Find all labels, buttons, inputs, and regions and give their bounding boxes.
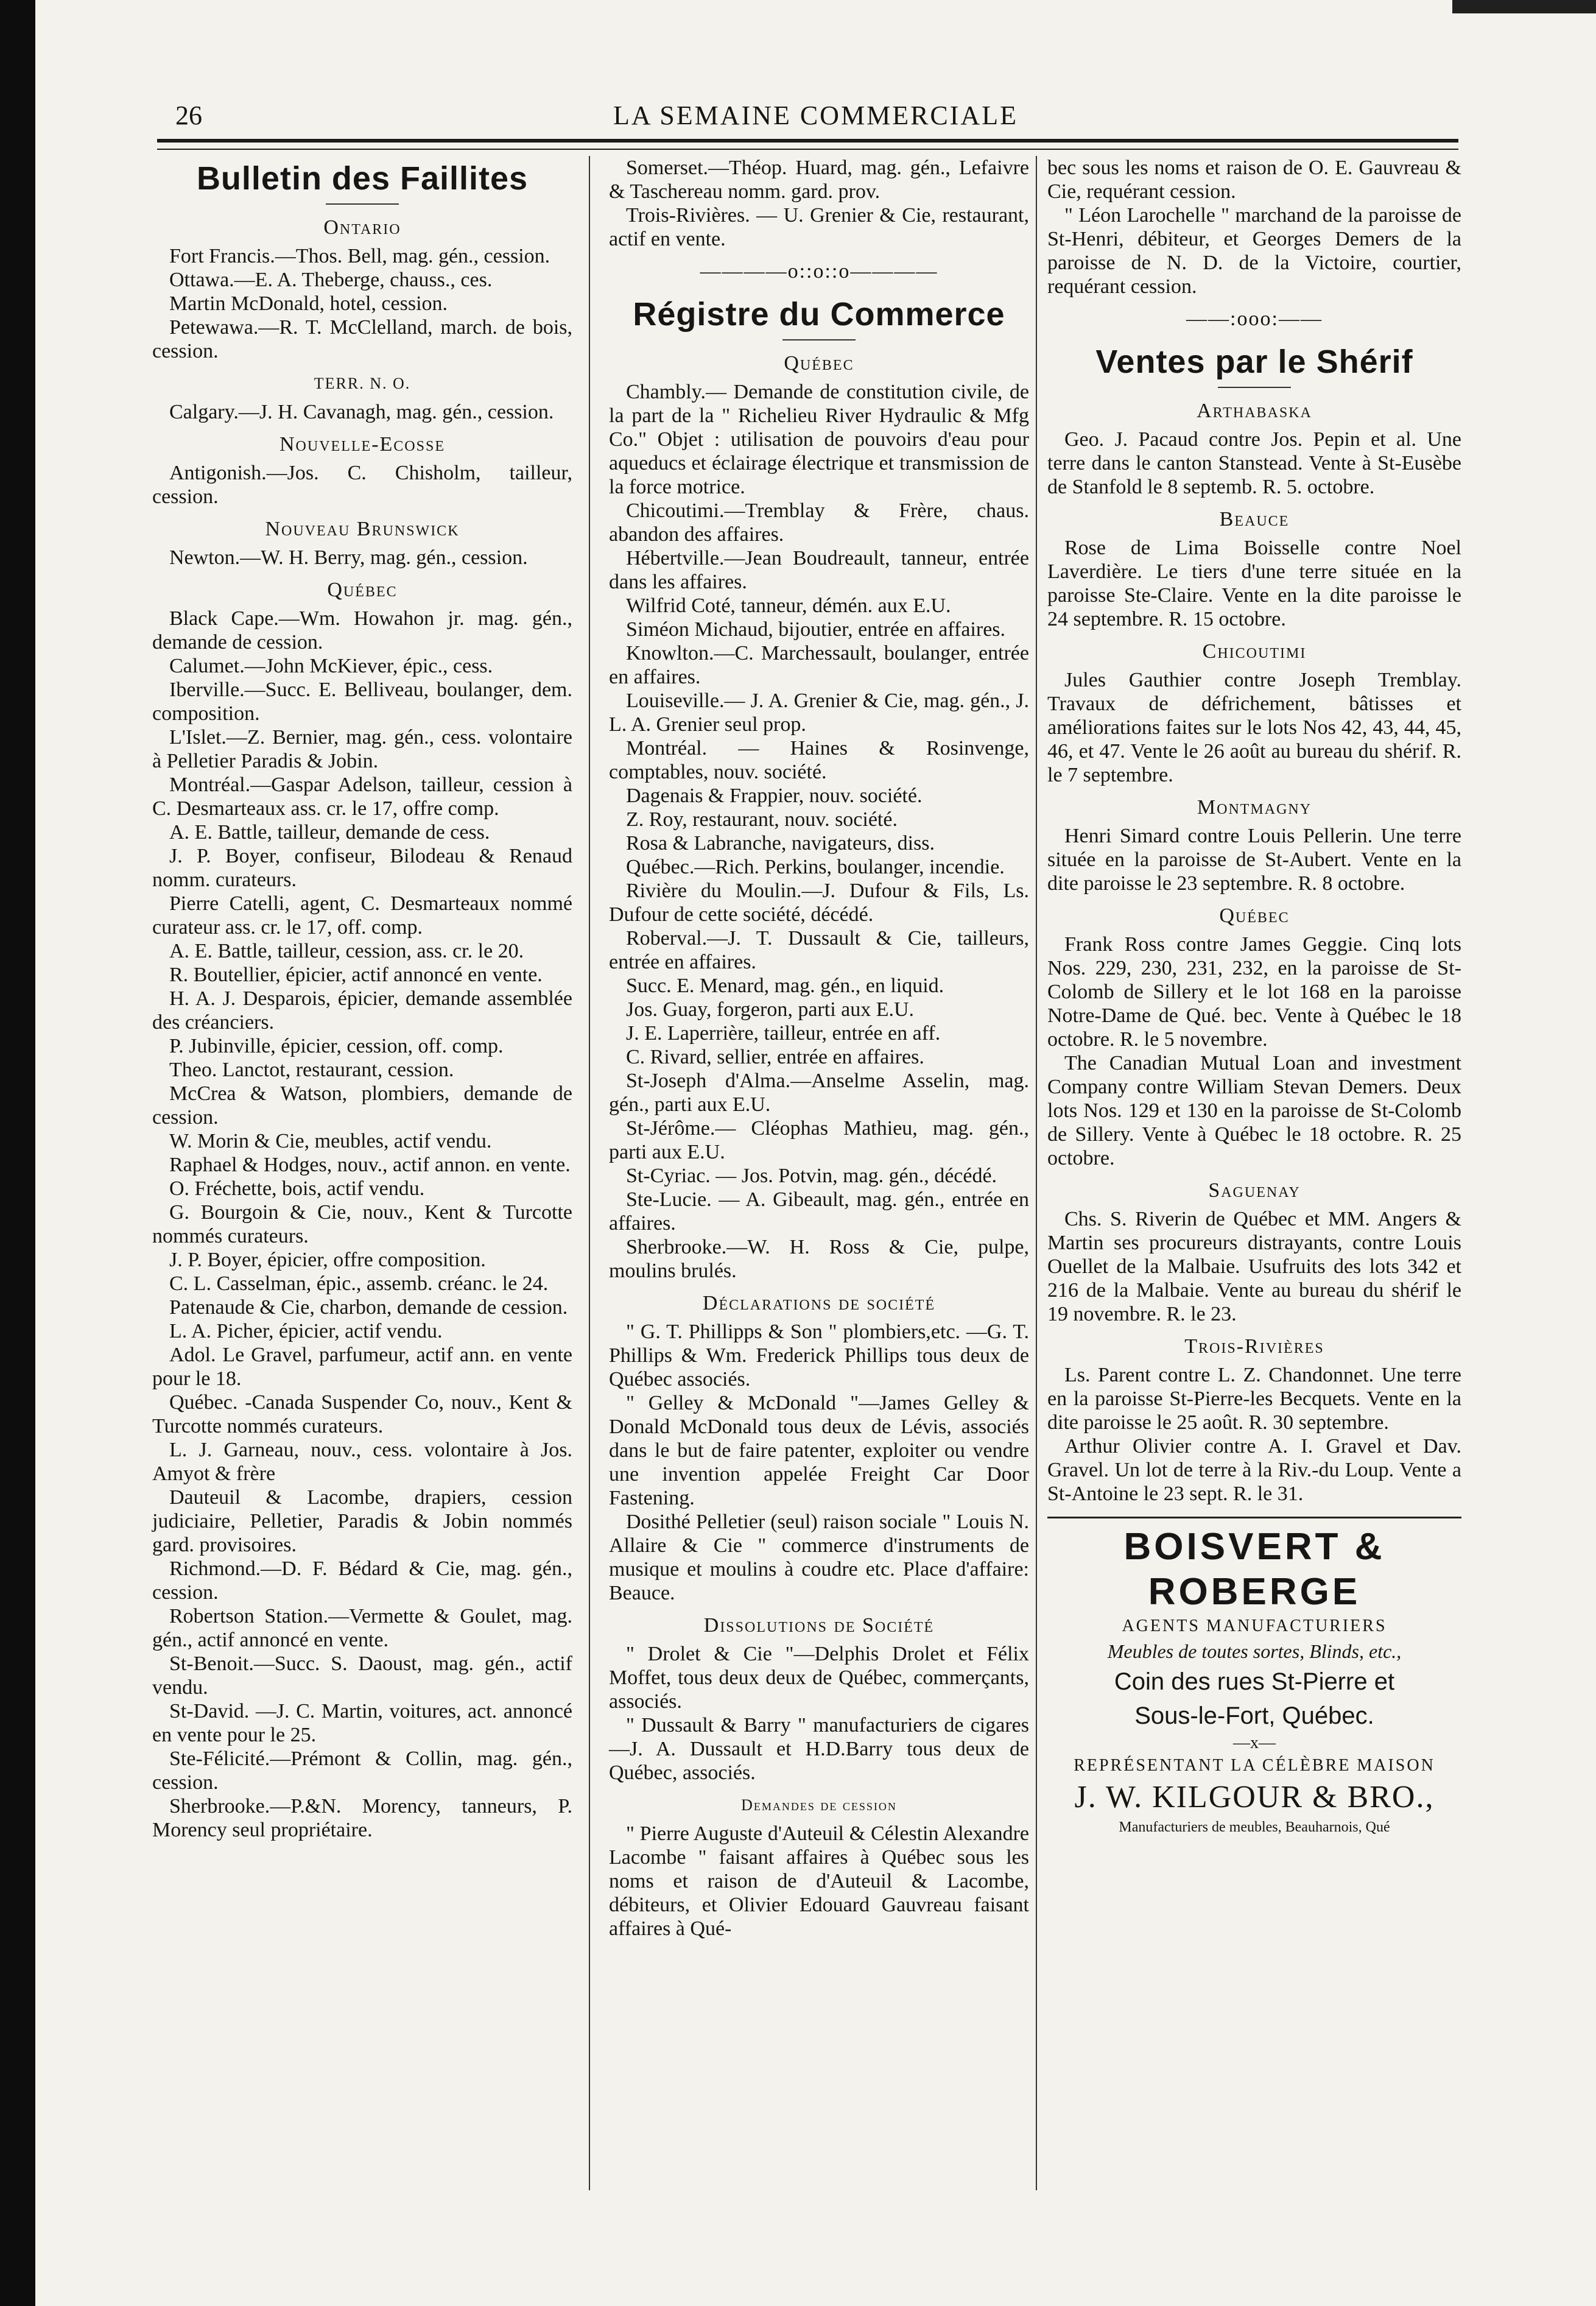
locality-heading: Beauce	[1219, 508, 1290, 531]
entry-paragraph: Rosa & Labranche, navigateurs, diss.	[626, 832, 935, 855]
section-title: Régistre du Commerce	[633, 296, 1005, 333]
entry-paragraph: Chambly.— Demande de constitution civile, de la part de la " Richelieu River Hydraulic & Mfg Co." Objet : utilisation de pouvoirs d'eau pour aqueducs et éclairage électrique et transmission de la force motrice.	[609, 381, 1029, 498]
entry-paragraph: H. A. J. Desparois, épicier, demande assemblée des créanciers.	[152, 987, 572, 1034]
section-title: Bulletin des Faillites	[196, 160, 529, 197]
ad-title: BOISVERT & ROBERGE	[1123, 1526, 1385, 1613]
entry-paragraph: St-David. —J. C. Martin, voitures, act. annoncé en vente pour le 25.	[152, 1700, 572, 1746]
ad-address-line: Coin des rues St-Pierre et	[1114, 1668, 1395, 1695]
locality-heading: Québec	[1219, 904, 1290, 927]
entry-paragraph: St-Cyriac. — Jos. Potvin, mag. gén., décédé.	[626, 1165, 997, 1187]
locality-heading: Chicoutimi	[1202, 640, 1307, 663]
page-number: 26	[175, 100, 202, 130]
entry-paragraph: St-Benoit.—Succ. S. Daoust, mag. gén., actif vendu.	[152, 1652, 572, 1699]
entry-paragraph: Antigonish.—Jos. C. Chisholm, tailleur, cession.	[152, 462, 572, 508]
locality-heading: Trois-Rivières	[1184, 1335, 1324, 1358]
ad-address-line: Sous-le-Fort, Québec.	[1134, 1702, 1374, 1729]
entry-paragraph: " Léon Larochelle " marchand de la paroisse de St-Henri, débiteur, et Georges Demers de la paroisse de N. D. de la Victoire, courtier, requérant cession.	[1047, 204, 1461, 298]
entry-paragraph: Dosithé Pelletier (seul) raison sociale " Louis N. Allaire & Cie " commerce d'instruments de musique et moulins à coudre etc. Place d'affaire: Beauce.	[609, 1511, 1029, 1604]
entry-paragraph: Petewawa.—R. T. McClelland, march. de bois, cession.	[152, 316, 572, 362]
entry-paragraph: O. Fréchette, bois, actif vendu.	[169, 1177, 425, 1200]
entry-paragraph: St-Jérôme.— Cléophas Mathieu, mag. gén., parti aux E.U.	[609, 1117, 1029, 1163]
entry-paragraph: St-Joseph d'Alma.—Anselme Asselin, mag. gén., parti aux E.U.	[609, 1070, 1029, 1116]
ad-representing: REPRÉSENTANT LA CÉLÈBRE MAISON	[1074, 1756, 1435, 1775]
entry-paragraph: Adol. Le Gravel, parfumeur, actif ann. en vente pour le 18.	[152, 1344, 572, 1390]
entry-paragraph: Rivière du Moulin.—J. Dufour & Fils, Ls. Dufour de cette société, décédé.	[609, 880, 1029, 926]
entry-paragraph: J. P. Boyer, confiseur, Bilodeau & Renaud nomm. curateurs.	[152, 845, 572, 891]
locality-heading: Ontario	[323, 216, 401, 239]
entry-paragraph: Somerset.—Théop. Huard, mag. gén., Lefaivre & Taschereau nomm. gard. prov.	[609, 157, 1029, 203]
entry-paragraph: J. E. Laperrière, tailleur, entrée en aff.	[626, 1022, 941, 1045]
scan-ink-blot	[1452, 0, 1596, 13]
entry-paragraph: L. A. Picher, épicier, actif vendu.	[169, 1320, 443, 1342]
entry-paragraph: Wilfrid Coté, tanneur, démén. aux E.U.	[626, 594, 951, 617]
entry-paragraph: Theo. Lanctot, restaurant, cession.	[169, 1059, 454, 1081]
entry-paragraph: McCrea & Watson, plombiers, demande de cession.	[152, 1082, 572, 1129]
advertisement-boisvert-roberge	[1047, 1517, 1461, 1838]
ornament-divider: ————o::o::o————	[700, 260, 938, 283]
locality-heading: TERR. N. O.	[314, 375, 411, 392]
entry-paragraph: Martin McDonald, hotel, cession.	[169, 292, 448, 315]
entry-paragraph: L. J. Garneau, nouv., cess. volontaire à Jos. Amyot & frère	[152, 1439, 572, 1485]
entry-paragraph: Calumet.—John McKiever, épic., cess.	[169, 655, 493, 677]
header-rule	[157, 139, 1458, 150]
entry-paragraph: Ls. Parent contre L. Z. Chandonnet. Une terre en la paroisse St-Pierre-les Becquets. Vente en la dite paroisse le 25 août. R. 30 septembre.	[1047, 1364, 1461, 1434]
entry-paragraph: Calgary.—J. H. Cavanagh, mag. gén., cession.	[169, 401, 554, 423]
entry-paragraph: Siméon Michaud, bijoutier, entrée en affaires.	[626, 618, 1006, 641]
entry-paragraph: Roberval.—J. T. Dussault & Cie, tailleurs, entrée en affaires.	[609, 927, 1029, 973]
locality-heading: Arthabaska	[1197, 400, 1312, 422]
column-divider	[1036, 156, 1037, 2190]
entry-paragraph: J. P. Boyer, épicier, offre composition.	[169, 1249, 486, 1271]
entry-paragraph: Jos. Guay, forgeron, parti aux E.U.	[626, 998, 915, 1021]
entry-paragraph: Jules Gauthier contre Joseph Tremblay. Travaux de défrichement, bâtisses et améliorations faites sur le lots Nos 42, 43, 44, 45, 46, et 47. Vente le 26 août au bureau du shérif. R. le 7 septembre.	[1047, 669, 1461, 786]
entry-paragraph: P. Jubinville, épicier, cession, off. comp.	[169, 1035, 504, 1057]
entry-paragraph: Chs. S. Riverin de Québec et MM. Angers & Martin ses procureurs distrayants, contre Louis Ouellet de la Malbaie. Usufruits des lots 342 et 216 de la Malbaie. Vente au bureau du shérif le 19 novembre. R. le 23.	[1047, 1208, 1461, 1325]
entry-paragraph: L'Islet.—Z. Bernier, mag. gén., cess. volontaire à Pelletier Paradis & Jobin.	[152, 726, 572, 772]
entry-paragraph: Ste-Lucie. — A. Gibeault, mag. gén., entrée en affaires.	[609, 1188, 1029, 1235]
entry-paragraph: Black Cape.—Wm. Howahon jr. mag. gén., demande de cession.	[152, 607, 572, 654]
entry-paragraph: W. Morin & Cie, meubles, actif vendu.	[169, 1130, 492, 1152]
locality-heading: Demandes de cession	[741, 1796, 897, 1814]
entry-paragraph: Dauteuil & Lacombe, drapiers, cession judiciaire, Pelletier, Paradis & Jobin nommés gard. provisoires.	[152, 1486, 572, 1556]
entry-paragraph: Pierre Catelli, agent, C. Desmarteaux nommé curateur ass. cr. le 17, off. comp.	[152, 892, 572, 939]
locality-heading: Dissolutions de Société	[703, 1614, 935, 1637]
locality-heading: Déclarations de société	[702, 1292, 936, 1314]
entry-paragraph: Sherbrooke.—W. H. Ross & Cie, pulpe, moulins brulés.	[609, 1236, 1029, 1282]
column-ventes-sherif	[1047, 156, 1461, 1838]
entry-paragraph: Ottawa.—E. A. Theberge, chauss., ces.	[169, 269, 493, 291]
entry-paragraph: Geo. J. Pacaud contre Jos. Pepin et al. Une terre dans le canton Stanstead. Vente à St-Eusèbe de Stanfold le 8 septemb. R. 5. octobre.	[1047, 428, 1461, 498]
locality-heading: Québec	[784, 352, 854, 375]
entry-paragraph: C. Rivard, sellier, entrée en affaires.	[626, 1046, 924, 1068]
entry-paragraph: Succ. E. Menard, mag. gén., en liquid.	[626, 975, 944, 997]
entry-paragraph: Hébertville.—Jean Boudreault, tanneur, entrée dans les affaires.	[609, 547, 1029, 593]
locality-heading: Nouveau Brunswick	[265, 518, 460, 540]
ad-tagline: Meubles de toutes sortes, Blinds, etc.,	[1107, 1640, 1402, 1662]
column-divider	[589, 156, 590, 2190]
entry-paragraph: The Canadian Mutual Loan and investment Company contre William Stevan Demers. Deux lots Nos. 129 et 130 en la paroisse de St-Colomb de Sillery. Vente à Québec le 18 octobre. R. 25 octobre.	[1047, 1052, 1461, 1169]
entry-paragraph: A. E. Battle, tailleur, cession, ass. cr. le 20.	[169, 940, 524, 962]
ad-subtitle: AGENTS MANUFACTURIERS	[1122, 1617, 1387, 1635]
entry-paragraph: Patenaude & Cie, charbon, demande de cession.	[169, 1296, 568, 1319]
locality-heading: Nouvelle-Ecosse	[279, 433, 445, 456]
running-title: LA SEMAINE COMMERCIALE	[613, 100, 1018, 130]
column-registre-commerce	[609, 156, 1029, 1941]
entry-paragraph: Richmond.—D. F. Bédard & Cie, mag. gén., cession.	[152, 1557, 572, 1604]
entry-paragraph: Québec.—Rich. Perkins, boulanger, incendie.	[626, 856, 1005, 878]
ad-divider: —x—	[1233, 1733, 1276, 1752]
entry-paragraph: Sherbrooke.—P.&N. Morency, tanneurs, P. Morency seul propriétaire.	[152, 1795, 572, 1841]
entry-paragraph: Raphael & Hodges, nouv., actif annon. en vente.	[169, 1154, 571, 1176]
scan-edge-bar	[0, 0, 35, 2306]
entry-paragraph: Dagenais & Frappier, nouv. société.	[626, 785, 923, 807]
entry-paragraph: Québec. -Canada Suspender Co, nouv., Kent & Turcotte nommés curateurs.	[152, 1391, 572, 1437]
entry-paragraph: Chicoutimi.—Tremblay & Frère, chaus. abandon des affaires.	[609, 499, 1029, 546]
entry-paragraph: Robertson Station.—Vermette & Goulet, mag. gén., actif annoncé en vente.	[152, 1605, 572, 1651]
locality-heading: Québec	[327, 579, 398, 601]
column-bulletin-faillites	[152, 156, 572, 1842]
entry-paragraph: Iberville.—Succ. E. Belliveau, boulanger, dem. composition.	[152, 679, 572, 725]
entry-paragraph: " Drolet & Cie "—Delphis Drolet et Félix Moffet, tous deux deux de Québec, commerçants, associés.	[609, 1643, 1029, 1713]
entry-paragraph: A. E. Battle, tailleur, demande de cess.	[169, 821, 490, 844]
entry-paragraph: R. Boutellier, épicier, actif annoncé en vente.	[169, 964, 543, 986]
entry-paragraph: Arthur Olivier contre A. I. Gravel et Dav. Gravel. Un lot de terre à la Riv.-du Loup. Vente a St-Antoine le 23 sept. R. le 31.	[1047, 1435, 1461, 1505]
ad-company-desc: Manufacturiers de meubles, Beauharnois, Qué	[1119, 1819, 1390, 1835]
entry-paragraph: Fort Francis.—Thos. Bell, mag. gén., cession.	[169, 245, 550, 267]
locality-heading: Saguenay	[1208, 1179, 1301, 1202]
entry-paragraph: Trois-Rivières. — U. Grenier & Cie, restaurant, actif en vente.	[609, 204, 1029, 250]
entry-paragraph: bec sous les noms et raison de O. E. Gauvreau & Cie, requérant cession.	[1047, 157, 1461, 203]
entry-paragraph: Rose de Lima Boisselle contre Noel Laverdière. Le tiers d'une terre située en la paroisse Ste-Claire. Vente en la dite paroisse le 24 septembre. R. 15 octobre.	[1047, 537, 1461, 630]
section-rule	[782, 339, 856, 340]
ornament-divider: ——:ooo:——	[1186, 308, 1323, 330]
locality-heading: Montmagny	[1197, 796, 1312, 819]
entry-paragraph: G. Bourgoin & Cie, nouv., Kent & Turcotte nommés curateurs.	[152, 1201, 572, 1247]
entry-paragraph: Ste-Félicité.—Prémont & Collin, mag. gén., cession.	[152, 1747, 572, 1794]
page-header	[157, 97, 1474, 134]
section-rule	[326, 203, 399, 205]
entry-paragraph: Newton.—W. H. Berry, mag. gén., cession.	[169, 546, 528, 569]
entry-paragraph: Montréal. — Haines & Rosinvenge, comptables, nouv. société.	[609, 737, 1029, 783]
ad-company: J. W. KILGOUR & BRO.,	[1074, 1780, 1435, 1814]
entry-paragraph: C. L. Casselman, épic., assemb. créanc. le 24.	[169, 1272, 549, 1295]
entry-paragraph: " Pierre Auguste d'Auteuil & Célestin Alexandre Lacombe " faisant affaires à Québec sous les noms et raison de d'Auteuil & Lacombe, débiteurs, et Olivier Edouard Gauvreau faisant affaires à Qué-	[609, 1822, 1029, 1940]
ad-rule	[1047, 1517, 1461, 1518]
entry-paragraph: " Gelley & McDonald "—James Gelley & Donald McDonald tous deux de Lévis, associés dans le but de faire patenter, exploiter ou vendre une invention appelée Freight Car Door Fastening.	[609, 1392, 1029, 1509]
entry-paragraph: Frank Ross contre James Geggie. Cinq lots Nos. 229, 230, 231, 232, en la paroisse de St-Colomb de Sillery et le lot 168 en la paroisse Notre-Dame de Qué. bec. Vente à Québec le 18 octobre. R. le 5 novembre.	[1047, 933, 1461, 1051]
entry-paragraph: Z. Roy, restaurant, nouv. société.	[626, 808, 898, 831]
entry-paragraph: " Dussault & Barry " manufacturiers de cigares—J. A. Dussault et H.D.Barry tous deux de Québec, associés.	[609, 1714, 1029, 1784]
entry-paragraph: Montréal.—Gaspar Adelson, tailleur, cession à C. Desmarteaux ass. cr. le 17, offre comp.	[152, 774, 572, 820]
entry-paragraph: " G. T. Phillipps & Son " plombiers,etc. —G. T. Phillips & Wm. Frederick Phillips tous deux de Québec associés.	[609, 1320, 1029, 1391]
entry-paragraph: Henri Simard contre Louis Pellerin. Une terre située en la paroisse de St-Aubert. Vente en la dite paroisse le 23 septembre. R. 8 octobre.	[1047, 825, 1461, 895]
entry-paragraph: Louiseville.— J. A. Grenier & Cie, mag. gén., J. L. A. Grenier seul prop.	[609, 689, 1029, 736]
section-title: Ventes par le Shérif	[1095, 344, 1413, 380]
entry-paragraph: Knowlton.—C. Marchessault, boulanger, entrée en affaires.	[609, 642, 1029, 688]
section-rule	[1218, 387, 1291, 388]
